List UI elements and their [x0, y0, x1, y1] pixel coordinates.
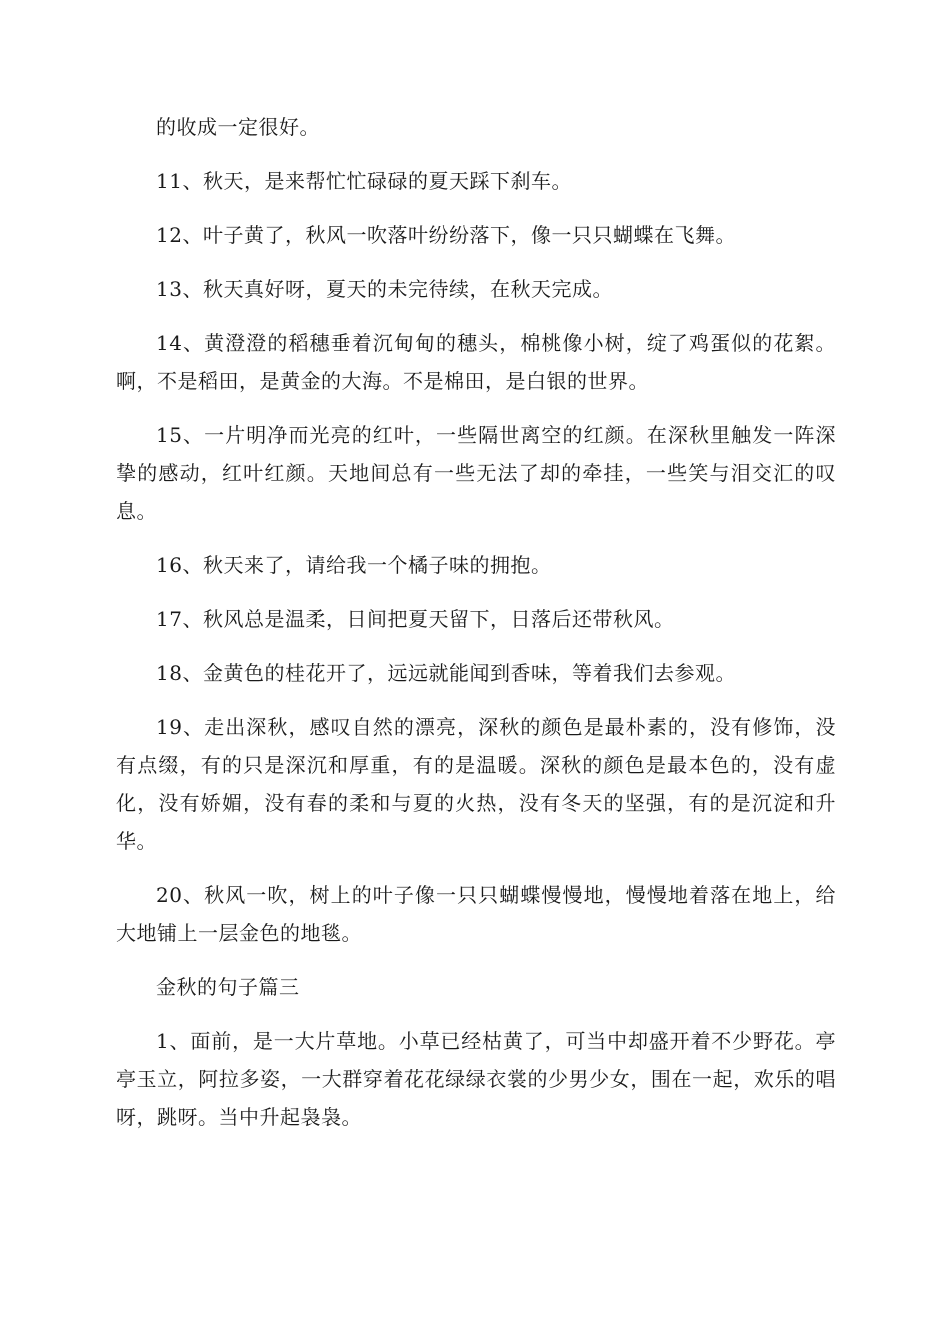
document-body: [116, 108, 836, 1152]
paragraph-16: 16、秋天来了，请给我一个橘子味的拥抱。: [156, 553, 552, 577]
paragraph-13: 13、秋天真好呀，夏天的未完待续，在秋天完成。: [156, 277, 613, 301]
paragraph-18: 18、金黄色的桂花开了，远远就能闻到香味，等着我们去参观。: [156, 661, 736, 685]
paragraph-17: 17、秋风总是温柔，日间把夏天留下，日落后还带秋风。: [156, 607, 675, 631]
paragraph-15: 15、一片明净而光亮的红叶，一些隔世离空的红颜。在深秋里触发一阵深挚的感动，红叶红颜。天地间总有一些无法了却的牵挂，一些笑与泪交汇的叹息。: [116, 423, 836, 523]
paragraph-14: 14、黄澄澄的稻穗垂着沉甸甸的穗头，棉桃像小树，绽了鸡蛋似的花絮。啊，不是稻田，是黄金的大海。不是棉田，是白银的世界。: [116, 331, 836, 393]
paragraph-12: 12、叶子黄了，秋风一吹落叶纷纷落下，像一只只蝴蝶在飞舞。: [156, 223, 736, 247]
paragraph-continuation: 的收成一定很好。: [156, 115, 320, 139]
paragraph-20: 20、秋风一吹，树上的叶子像一只只蝴蝶慢慢地，慢慢地着落在地上，给大地铺上一层金色的地毯。: [116, 883, 836, 945]
paragraph-section3-1: 1、面前，是一大片草地。小草已经枯黄了，可当中却盛开着不少野花。亭亭玉立，阿拉多姿，一大群穿着花花绿绿衣裳的少男少女，围在一起，欢乐的唱呀，跳呀。当中升起袅袅。: [116, 1029, 836, 1129]
paragraph-11: 11、秋天，是来帮忙忙碌碌的夏天踩下刹车。: [156, 169, 572, 193]
paragraph-19: 19、走出深秋，感叹自然的漂亮，深秋的颜色是最朴素的，没有修饰，没有点缀，有的只是深沉和厚重，有的是温暖。深秋的颜色是最本色的，没有虚化，没有娇媚，没有春的柔和与夏的火热，没有冬天的坚强，有的是沉淀和升华。: [116, 715, 836, 853]
section-heading: 金秋的句子篇三: [156, 975, 300, 999]
